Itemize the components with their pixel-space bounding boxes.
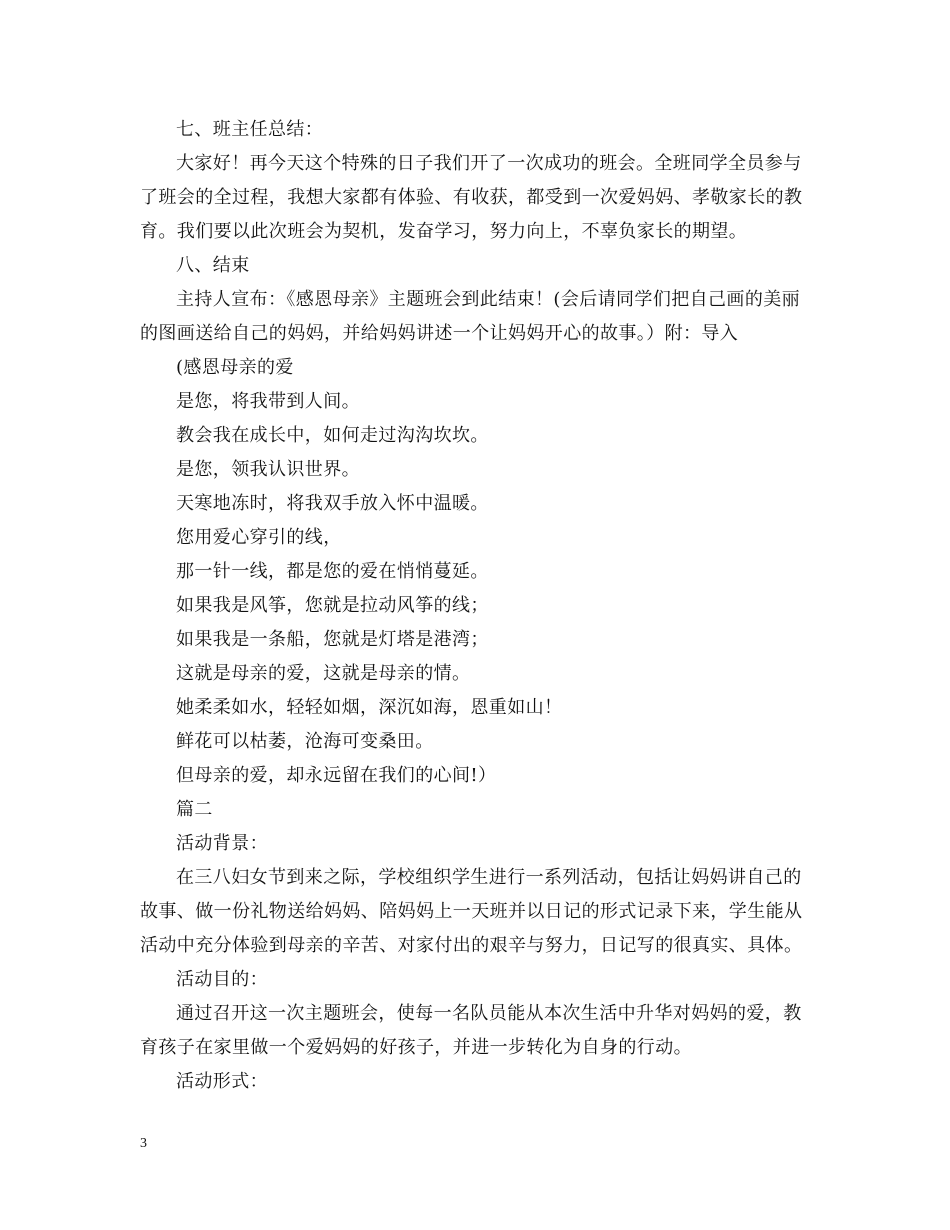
section-heading: 七、班主任总结：: [176, 119, 324, 140]
section-heading: 篇二: [176, 799, 213, 820]
paragraph-line: 的图画送给自己的妈妈，并给妈妈讲述一个让妈妈开心的故事。）附：导入: [140, 323, 739, 344]
section-heading: 活动形式：: [176, 1071, 268, 1092]
poem-line: 是您，将我带到人间。: [176, 391, 360, 412]
poem-line: 如果我是一条船，您就是灯塔是港湾；: [176, 629, 489, 650]
paragraph-line: 在三八妇女节到来之际，学校组织学生进行一系列活动，包括让妈妈讲自己的: [176, 867, 802, 888]
poem-line: 她柔柔如水，轻轻如烟，深沉如海，恩重如山！: [176, 697, 563, 718]
document-body: [140, 113, 812, 1099]
poem-line: 天寒地冻时，将我双手放入怀中温暖。: [176, 493, 489, 514]
poem-line: 教会我在成长中，如何走过沟沟坎坎。: [176, 425, 489, 446]
poem-line: 那一针一线，都是您的爱在悄悄蔓延。: [176, 561, 489, 582]
paragraph-line: 故事、做一份礼物送给妈妈、陪妈妈上一天班并以日记的形式记录下来，学生能从: [140, 901, 803, 922]
paragraph-line: 通过召开这一次主题班会，使每一名队员能从本次生活中升华对妈妈的爱，教: [176, 1003, 802, 1024]
page-number: 3: [140, 1136, 147, 1151]
section-heading: 八、结束: [176, 255, 250, 276]
paragraph-line: 育。我们要以此次班会为契机，发奋学习，努力向上，不辜负家长的期望。: [140, 221, 748, 242]
section-heading: 活动背景：: [176, 833, 268, 854]
paragraph-line: 育孩子在家里做一个爱妈妈的好孩子，并进一步转化为自身的行动。: [140, 1037, 692, 1058]
poem-line: 但母亲的爱，却永远留在我们的心间!）: [176, 765, 497, 786]
paragraph-line: 大家好！再今天这个特殊的日子我们开了一次成功的班会。全班同学全员参与: [176, 153, 802, 174]
poem-line: 如果我是风筝，您就是拉动风筝的线；: [176, 595, 489, 616]
poem-line: 您用爱心穿引的线，: [176, 527, 342, 548]
paragraph-line: 了班会的全过程，我想大家都有体验、有收获，都受到一次爱妈妈、孝敬家长的教: [140, 187, 803, 208]
poem-line: 鲜花可以枯萎，沧海可变桑田。: [176, 731, 434, 752]
paragraph-line: 主持人宣布：《感恩母亲》主题班会到此结束！(会后请同学们把自己画的美丽: [176, 289, 801, 310]
paragraph-line: 活动中充分体验到母亲的辛苦、对家付出的艰辛与努力，日记写的很真实、具体。: [140, 935, 803, 956]
poem-line: 这就是母亲的爱，这就是母亲的情。: [176, 663, 471, 684]
section-heading: 活动目的：: [176, 969, 268, 990]
poem-line: 是您，领我认识世界。: [176, 459, 360, 480]
poem-title: (感恩母亲的爱: [176, 357, 294, 378]
